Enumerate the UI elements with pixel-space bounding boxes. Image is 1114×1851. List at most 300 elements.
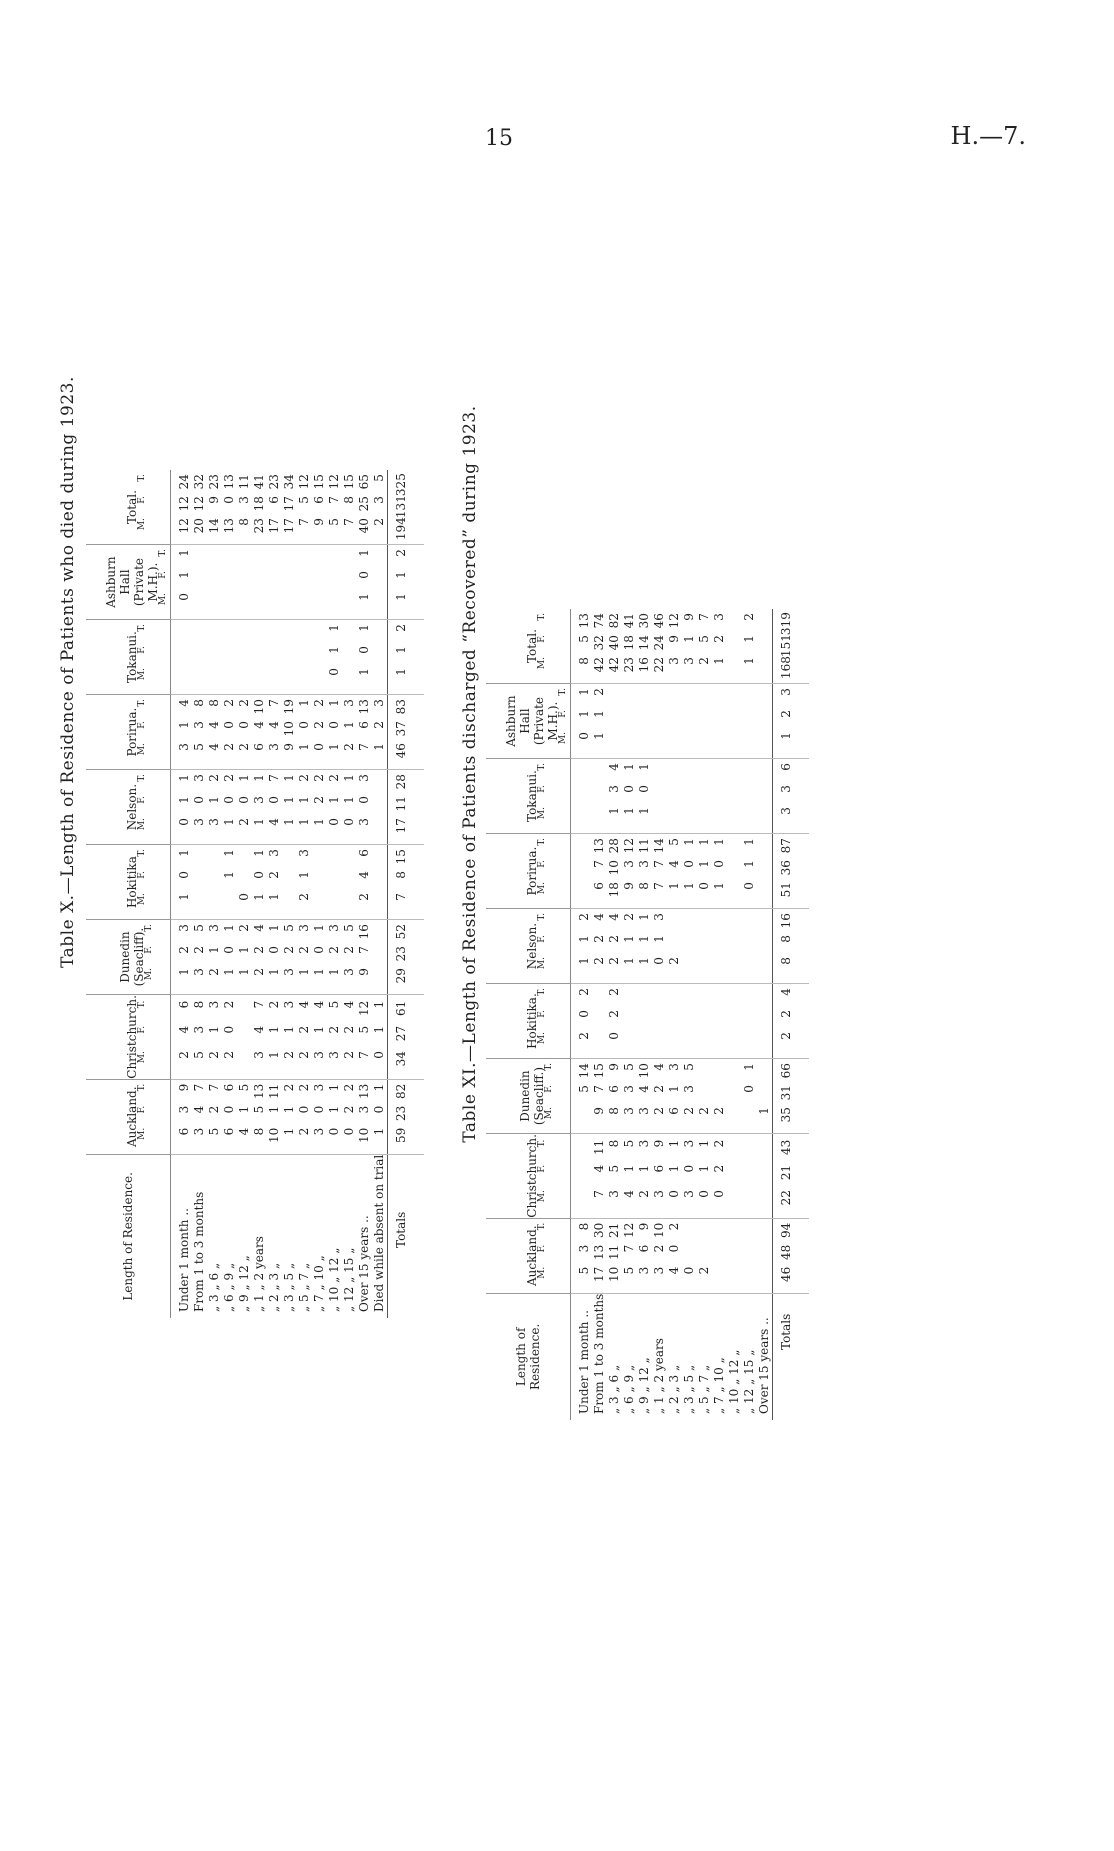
table-cell: 15 [312, 474, 326, 490]
table-row [171, 470, 388, 1318]
table-cell [742, 935, 757, 957]
row-label: „ 3 „ 5 „ [682, 1364, 696, 1414]
table-cell [712, 763, 727, 785]
table-cell: 0 [177, 818, 191, 826]
table-cell: 2 [327, 1025, 341, 1034]
table-cell: 1 [637, 957, 651, 965]
table-cell: 1 [177, 796, 191, 804]
table-cell [712, 988, 727, 1010]
total-cell: 1 [779, 732, 793, 740]
sex-subheader [535, 909, 549, 983]
institution-name: Total. [125, 490, 139, 525]
table-cell: 1 [267, 1025, 281, 1034]
sex-subheader-label: M. [537, 1032, 547, 1045]
institution-name: Dunedin (Seacliff.) [518, 1066, 546, 1126]
table-cell [682, 688, 697, 710]
table-cell [312, 593, 327, 615]
sex-subheader-label: T. [537, 613, 547, 621]
table-cell [637, 1010, 652, 1032]
table-cell: 6 [607, 1085, 621, 1093]
table-cell: 3 [192, 1025, 206, 1034]
table-cell: 1 [222, 849, 236, 857]
table-cell [577, 807, 592, 829]
table-cell: 1 [577, 957, 591, 965]
institution-name: Nelson. [525, 922, 539, 970]
sex-subheader-label: M. [137, 1051, 147, 1064]
table-cell [237, 1051, 252, 1073]
table-cell [312, 893, 327, 915]
sex-subheader [156, 545, 170, 619]
table-cell [682, 1223, 697, 1245]
table-cell [712, 1010, 727, 1032]
sex-subheader-label: F. [137, 871, 147, 879]
row-label: „ 3 „ 6 „ [607, 1364, 621, 1414]
table-cell [577, 1190, 592, 1212]
table-cell: 6 [222, 1127, 236, 1136]
table-cell: 1 [237, 774, 251, 782]
table-cell: 1 [252, 893, 266, 901]
table-cell [592, 988, 607, 1010]
total-cell: 8 [394, 871, 408, 879]
institution-name: Porirua. [125, 707, 139, 757]
table-cell: 0 [742, 882, 756, 890]
table-cell: 3 [622, 1107, 636, 1115]
table-cell: 23 [252, 518, 266, 534]
table-cell: 0 [267, 946, 281, 954]
table-cell [207, 893, 222, 915]
table-cell [252, 593, 267, 615]
table-cell [622, 710, 637, 732]
table-cell: 5 [622, 1266, 636, 1275]
table-cell [577, 882, 592, 904]
column-header-institution [486, 909, 571, 984]
table-cell [282, 549, 297, 571]
table-cell: 13 [357, 699, 371, 715]
table-cell: 2 [207, 1051, 221, 1059]
table-cell: 6 [312, 496, 326, 504]
table-cell [757, 860, 772, 882]
table-cell: 1 [577, 935, 591, 943]
table-10 [86, 470, 424, 1318]
total-cell: 194 [394, 517, 408, 541]
column-header-institution [86, 995, 171, 1080]
table-cell [727, 957, 742, 979]
table-cell [697, 763, 712, 785]
table-cell: 2 [237, 924, 251, 932]
table-cell [652, 807, 667, 829]
table-cell [727, 732, 742, 754]
table-cell: 3 [637, 1266, 651, 1275]
table-cell [742, 1010, 757, 1032]
table-cell: 2 [327, 774, 341, 782]
table-cell: 3 [192, 721, 206, 729]
table-cell [282, 871, 297, 893]
table-cell: 0 [222, 946, 236, 954]
table-cell [222, 646, 237, 668]
table-cell: 0 [177, 593, 191, 601]
table-11-grid [486, 609, 809, 1420]
table-cell: 9 [667, 635, 681, 643]
table-cell: 1 [622, 807, 636, 815]
table-cell: 3 [622, 860, 636, 868]
sex-subheader-label: F. [537, 1244, 547, 1253]
table-cell: 7 [357, 1051, 371, 1059]
table-cell: 3 [357, 818, 371, 826]
table-cell: 1 [682, 635, 696, 643]
table-cell: 7 [697, 613, 711, 621]
table-cell: 2 [297, 893, 311, 901]
sex-subheader-label: F. [537, 635, 547, 643]
table-cell: 2 [372, 721, 386, 729]
table-cell: 7 [592, 860, 606, 868]
table-cell: 0 [327, 1127, 341, 1136]
table-cell: 3 [372, 496, 386, 504]
table-cell: 1 [237, 946, 251, 954]
table-cell: 0 [712, 860, 726, 868]
table-cell: 10 [252, 699, 266, 715]
total-cell: 48 [779, 1244, 793, 1260]
table-cell [222, 571, 237, 593]
table-cell: 1 [222, 818, 236, 826]
total-cell: 83 [394, 699, 408, 715]
table-cell: 2 [577, 1032, 591, 1040]
table-cell: 9 [312, 518, 326, 526]
table-cell: 3 [177, 924, 191, 932]
table-cell: 2 [222, 774, 236, 782]
totals-label: Totals [779, 1313, 793, 1350]
table-cell [327, 593, 342, 615]
table-cell [712, 807, 727, 829]
column-header-institution [86, 770, 171, 845]
table-cell [727, 763, 742, 785]
total-cell: 319 [779, 612, 793, 636]
row-label: Under 1 month .. [177, 1208, 191, 1312]
table-cell [682, 988, 697, 1010]
institution-name: Tokanui. [125, 631, 139, 683]
table-cell: 32 [592, 635, 606, 651]
table-cell [222, 593, 237, 615]
table-cell: 4 [637, 1085, 651, 1093]
table-cell [252, 646, 267, 668]
table-cell: 12 [177, 496, 191, 512]
table-cell [727, 838, 742, 860]
total-cell: 2 [394, 549, 408, 557]
table-cell [177, 646, 192, 668]
table-cell: 1 [222, 968, 236, 976]
table-cell: 1 [267, 924, 281, 932]
total-cell: 28 [394, 774, 408, 790]
table-cell: 9 [177, 1083, 191, 1092]
table-cell: 5 [667, 838, 681, 846]
row-label: „ 1 „ 2 years [652, 1338, 666, 1414]
table-cell: 10 [637, 1063, 651, 1079]
table-cell: 2 [237, 699, 251, 707]
sex-subheader-label: F. [137, 1105, 147, 1114]
table-cell: 7 [342, 518, 356, 526]
total-cell: 82 [394, 1083, 408, 1100]
table-cell: 7 [192, 1083, 206, 1092]
table-cell [757, 732, 772, 754]
table-cell: 1 [252, 818, 266, 826]
table-cell [742, 957, 757, 979]
table-cell: 2 [342, 946, 356, 954]
sex-subheader-label: F. [537, 860, 547, 868]
table-cell: 1 [222, 924, 236, 932]
table-cell: 0 [577, 1010, 591, 1018]
total-cell: 2 [779, 710, 793, 718]
table-cell [727, 657, 742, 679]
column-header-institution [86, 695, 171, 770]
sex-subheader [542, 1059, 556, 1133]
table-cell: 8 [342, 496, 356, 504]
table-cell: 1 [327, 968, 341, 976]
table-cell [372, 624, 387, 646]
table-cell: 6 [637, 1244, 651, 1253]
table-cell: 1 [297, 871, 311, 879]
column-header-institution [486, 609, 571, 684]
table-cell [312, 871, 327, 893]
table-cell [667, 785, 682, 807]
table-cell [727, 988, 742, 1010]
sex-subheader-label: F. [537, 1010, 547, 1018]
table-cell [207, 668, 222, 690]
table-cell [207, 549, 222, 571]
row-label: „ 6 „ 9 „ [222, 1262, 236, 1312]
sex-subheader-label: F. [137, 796, 147, 804]
table-cell: 1 [682, 882, 696, 890]
total-cell: 21 [779, 1164, 793, 1181]
table-cell: 2 [312, 721, 326, 729]
table-cell: 14 [577, 1063, 591, 1079]
table-cell: 3 [312, 1127, 326, 1136]
table-cell: 5 [297, 496, 311, 504]
table-cell [327, 871, 342, 893]
table-cell [267, 624, 282, 646]
table-cell [252, 571, 267, 593]
table-cell: 2 [207, 1105, 221, 1114]
table-cell [192, 849, 207, 871]
total-cell: 131 [394, 495, 408, 519]
table-cell [577, 860, 592, 882]
table-cell [267, 593, 282, 615]
table-cell [742, 1223, 757, 1245]
total-cell: 2 [779, 1010, 793, 1018]
table-cell: 6 [267, 496, 281, 504]
table-cell: 7 [357, 743, 371, 751]
table-cell [757, 763, 772, 785]
table-cell: 0 [357, 646, 371, 654]
table-cell: 0 [342, 1127, 356, 1136]
table-cell: 0 [192, 796, 206, 804]
table-cell: 2 [652, 1244, 666, 1253]
table-cell: 19 [282, 699, 296, 715]
table-cell: 3 [682, 1085, 696, 1093]
table-cell [252, 624, 267, 646]
total-cell: 29 [394, 968, 408, 984]
row-label: „ 3 „ 5 „ [282, 1262, 296, 1312]
table-cell [222, 549, 237, 571]
row-label: „ 2 „ 3 „ [667, 1364, 681, 1414]
institution-name: Porirua. [525, 846, 539, 896]
table-cell: 3 [327, 1051, 341, 1059]
table-cell: 3 [282, 968, 296, 976]
total-cell: 11 [394, 796, 408, 812]
table-cell [712, 913, 727, 935]
table-cell [667, 913, 682, 935]
table-cell: 2 [607, 1010, 621, 1018]
table-cell [727, 1140, 742, 1162]
table-cell [712, 785, 727, 807]
table-cell: 13 [252, 1083, 266, 1100]
document-reference: H.—7. [950, 122, 1026, 150]
table-cell: 1 [622, 935, 636, 943]
table-cell: 1 [267, 893, 281, 901]
table-cell: 2 [622, 913, 636, 921]
table-cell: 1 [372, 1025, 386, 1034]
table-cell: 20 [192, 518, 206, 534]
table-cell: 2 [327, 946, 341, 954]
table-cell [757, 882, 772, 904]
table-cell: 2 [312, 774, 326, 782]
table-cell: 0 [372, 1105, 386, 1114]
sex-subheader-label: M. [537, 1190, 547, 1203]
table-cell [372, 818, 387, 840]
table-cell: 7 [327, 496, 341, 504]
table-cell [682, 1245, 697, 1267]
table-cell: 3 [252, 796, 266, 804]
table-cell [282, 646, 297, 668]
table-cell: 9 [652, 1139, 666, 1148]
table-cell: 24 [177, 474, 191, 490]
row-label: „ 1 „ 2 years [252, 1236, 266, 1312]
table-cell [652, 785, 667, 807]
table-cell [342, 668, 357, 690]
table-cell: 6 [177, 1000, 191, 1009]
table-cell: 12 [622, 1222, 636, 1238]
sex-subheader [135, 620, 149, 694]
table-cell [742, 1267, 757, 1289]
sex-subheader-label: F. [158, 571, 168, 579]
sex-subheader-label: M. [537, 657, 547, 670]
table-cell: 5 [207, 1127, 221, 1136]
table-cell: 3 [207, 818, 221, 826]
table-cell: 1 [327, 743, 341, 751]
sex-subheader-label: M. [137, 818, 147, 831]
table-cell [592, 1010, 607, 1032]
table-cell [742, 732, 757, 754]
table-cell: 2 [712, 1139, 726, 1148]
table-cell: 5 [192, 1051, 206, 1059]
table-cell: 14 [207, 518, 221, 534]
column-header-institution [486, 1134, 571, 1219]
sex-subheader [535, 984, 549, 1058]
table-cell [727, 1010, 742, 1032]
column-header-institution [486, 834, 571, 909]
table-cell [312, 646, 327, 668]
total-cell: 3 [779, 785, 793, 793]
table-cell [682, 807, 697, 829]
table-cell: 7 [652, 882, 666, 890]
table-cell [312, 624, 327, 646]
table-cell [682, 785, 697, 807]
table-cell: 2 [682, 1107, 696, 1115]
table-cell [577, 763, 592, 785]
table-cell [342, 549, 357, 571]
table-cell: 1 [667, 1139, 681, 1148]
table-cell [742, 807, 757, 829]
table-11-caption [460, 124, 480, 1424]
table-cell: 6 [652, 1164, 666, 1173]
table-cell [727, 1165, 742, 1187]
table-cell: 4 [252, 1025, 266, 1034]
table-cell [177, 624, 192, 646]
table-cell [682, 1032, 697, 1054]
total-cell: 87 [779, 838, 793, 854]
total-cell: 27 [394, 1025, 408, 1042]
table-cell: 5 [192, 743, 206, 751]
table-cell [757, 1063, 772, 1085]
table-cell [267, 668, 282, 690]
table-cell: 11 [592, 1139, 606, 1155]
table-cell [697, 1032, 712, 1054]
table-cell: 5 [282, 924, 296, 932]
table-cell [592, 763, 607, 785]
sex-subheader [135, 470, 149, 544]
table-cell: 2 [592, 957, 606, 965]
table-cell: 2 [697, 1266, 711, 1275]
table-cell: 12 [297, 474, 311, 490]
table-cell: 3 [637, 1139, 651, 1148]
table-cell: 6 [357, 849, 371, 857]
table-cell [727, 688, 742, 710]
table-cell: 1 [222, 871, 236, 879]
table-cell: 1 [237, 968, 251, 976]
sex-subheader-label: M. [144, 968, 154, 981]
sex-subheader [135, 695, 149, 769]
table-cell [372, 849, 387, 871]
institution-name: Christchurch. [525, 1134, 539, 1218]
table-cell: 2 [667, 1222, 681, 1231]
table-cell [607, 710, 622, 732]
total-cell: 2 [394, 624, 408, 632]
table-cell [667, 688, 682, 710]
table-cell: 4 [192, 1105, 206, 1114]
table-cell: 13 [222, 474, 236, 490]
table-cell [697, 732, 712, 754]
row-label: „ 2 „ 3 „ [267, 1262, 281, 1312]
table-cell: 4 [297, 1000, 311, 1009]
table-cell: 0 [222, 1025, 236, 1034]
table-cell: 3 [357, 1105, 371, 1114]
table-cell: 82 [607, 613, 621, 629]
table-cell: 7 [652, 860, 666, 868]
column-header-institution [86, 620, 171, 695]
table-cell: 3 [342, 968, 356, 976]
table-cell [697, 1223, 712, 1245]
table-cell: 1 [177, 549, 191, 557]
table-cell [757, 913, 772, 935]
table-cell: 0 [682, 1266, 696, 1275]
table-cell [372, 924, 387, 946]
table-cell: 2 [592, 935, 606, 943]
table-cell [222, 668, 237, 690]
table-cell: 3 [192, 968, 206, 976]
table-11-caption-number: Table XI.— [460, 1044, 480, 1143]
table-cell: 4 [607, 913, 621, 921]
table-cell: 13 [577, 613, 591, 629]
sex-subheader-label: F. [137, 721, 147, 729]
table-cell [237, 571, 252, 593]
